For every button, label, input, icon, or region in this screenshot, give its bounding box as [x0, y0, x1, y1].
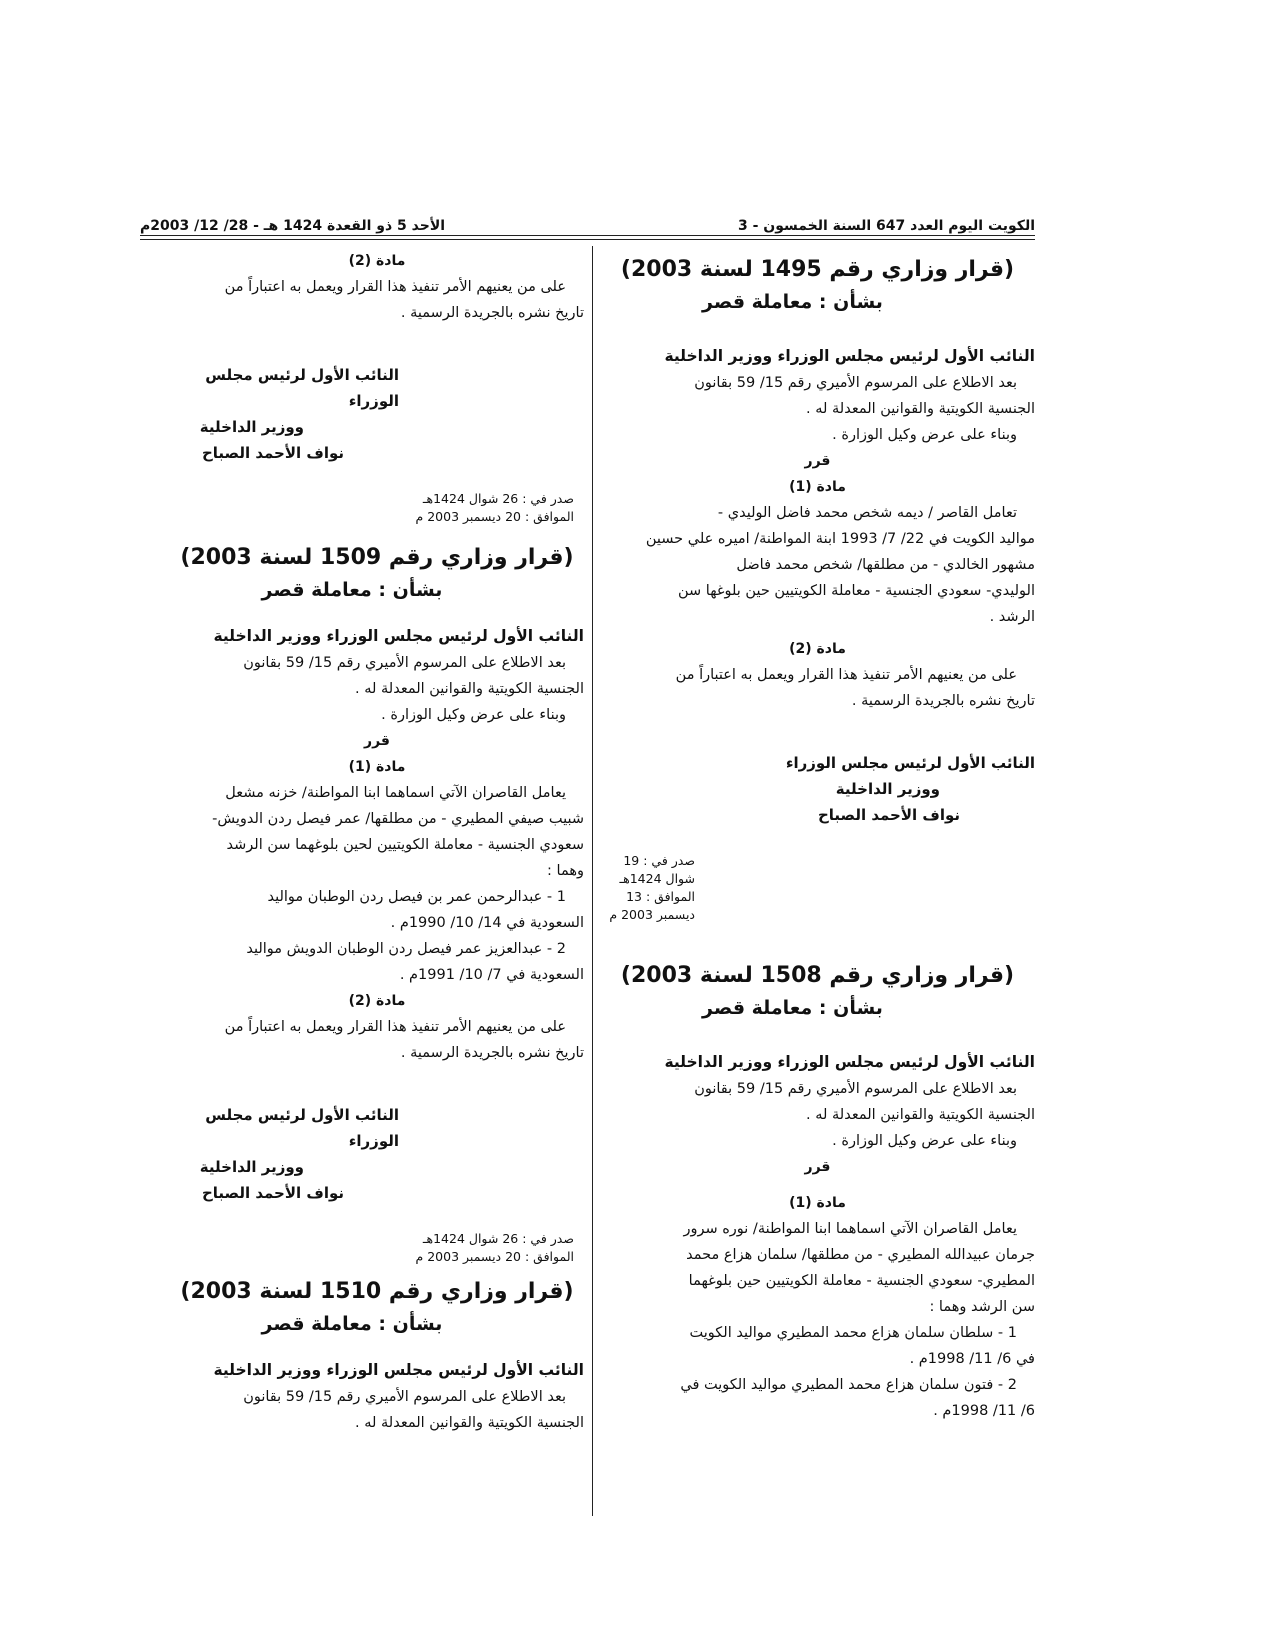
preamble-line: الجنسية الكويتية والقوانين المعدلة له .: [806, 1107, 1035, 1123]
article-line: على من يعنيهم الأمر تنفيذ هذا القرار ويعمل به اعتباراً من: [224, 1019, 566, 1035]
article-line: 2 - فتون سلمان هزاع محمد المطيري مواليد الكويت في: [680, 1377, 1017, 1393]
header-issue-info: الكويت اليوم العدد 647 السنة الخمسون - 3: [737, 218, 1035, 234]
signature-title: النائب الأول لرئيس مجلس الوزراء: [785, 754, 1035, 772]
decision-1509-subject: بشأن : معاملة قصر: [261, 579, 443, 601]
signature-ministry: ووزير الداخلية: [199, 418, 304, 436]
header-rule-thin: [140, 239, 1035, 240]
preamble-line: الجنسية الكويتية والقوانين المعدلة له .: [355, 681, 584, 697]
article-1-heading: مادة (1): [789, 479, 846, 495]
article-line: يعامل القاصران الآتي اسماهما ابنا المواطنة/ خزنه مشعل: [225, 785, 566, 801]
article-line: تاريخ نشره بالجريدة الرسمية .: [851, 693, 1035, 709]
header-rule: [140, 235, 1035, 236]
right-column: [600, 248, 1035, 1424]
decision-1508-subject: بشأن : معاملة قصر: [702, 997, 883, 1019]
preamble-line: بعد الاطلاع على المرسوم الأميري رقم 15/ 59 بقانون: [694, 1081, 1017, 1097]
issued-date: صدر في : 26 شوال 1424هـ: [422, 491, 574, 506]
decision-1510-title: (قرار وزاري رقم 1510 لسنة 2003): [180, 1279, 574, 1304]
signature-title: النائب الأول لرئيس مجلس الوزراء: [205, 366, 399, 410]
decided-heading: قرر: [804, 453, 831, 469]
corresponding-date: الموافق : 13 ديسمبر 2003 م: [609, 889, 695, 922]
corresponding-date: الموافق : 20 ديسمبر 2003 م: [415, 509, 574, 524]
article-2-heading: مادة (2): [789, 641, 846, 657]
article-line: الوليدي- سعودي الجنسية - معاملة الكويتيين حين بلوغها سن: [678, 583, 1035, 599]
article-line: 1 - سلطان سلمان هزاع محمد المطيري مواليد الكويت: [689, 1325, 1017, 1341]
header-date: الأحد 5 ذو القعدة 1424 هـ - 28/ 12/ 2003م: [140, 218, 446, 234]
article-line: 1 - عبدالرحمن عمر بن فيصل ردن الوطبان مواليد: [267, 889, 566, 905]
corresponding-date: الموافق : 20 ديسمبر 2003 م: [415, 1249, 574, 1264]
article-line: وهما :: [547, 863, 584, 879]
decision-1508-title: (قرار وزاري رقم 1508 لسنة 2003): [620, 963, 1015, 988]
article-line: 6/ 11/ 1998م .: [933, 1403, 1035, 1419]
article-line: يعامل القاصران الآتي اسماهما ابنا المواطنة/ نوره سرور: [683, 1221, 1017, 1237]
article-line: تاريخ نشره بالجريدة الرسمية .: [400, 1045, 584, 1061]
article-1-heading: مادة (1): [348, 759, 406, 775]
article-line: تاريخ نشره بالجريدة الرسمية .: [400, 305, 584, 321]
signature-ministry: ووزير الداخلية: [835, 780, 940, 798]
decided-heading: قرر: [364, 733, 390, 749]
signature-name: نواف الأحمد الصباح: [201, 1184, 344, 1202]
decided-heading: قرر: [804, 1159, 831, 1175]
preamble-line: بعد الاطلاع على المرسوم الأميري رقم 15/ 59 بقانون: [694, 375, 1017, 391]
article-line: 2 - عبدالعزيز عمر فيصل ردن الوطبان الدويش مواليد: [246, 941, 566, 957]
decision-1509-issuer: النائب الأول لرئيس مجلس الوزراء ووزير الداخلية: [213, 627, 584, 645]
decision-1510-subject: بشأن : معاملة قصر: [261, 1313, 443, 1335]
article-2-heading: مادة (2): [348, 993, 406, 1009]
issued-date: صدر في : 19 شوال 1424هـ: [619, 853, 695, 886]
article-line: تعامل القاصر / ديمه شخص محمد فاضل الوليدي -: [717, 505, 1017, 521]
issued-date: صدر في : 26 شوال 1424هـ: [422, 1231, 574, 1246]
signature-title: النائب الأول لرئيس مجلس الوزراء: [205, 1106, 399, 1150]
signature-name: نواف الأحمد الصباح: [201, 444, 344, 462]
preamble-line: وبناء على عرض وكيل الوزارة .: [832, 427, 1017, 443]
preamble-line: وبناء على عرض وكيل الوزارة .: [381, 707, 566, 723]
article-line: مواليد الكويت في 22/ 7/ 1993 ابنة المواطنة/ اميره علي حسين: [645, 531, 1035, 547]
preamble-line: الجنسية الكويتية والقوانين المعدلة له .: [806, 401, 1035, 417]
page-header: [140, 208, 1035, 234]
preamble-line: الجنسية الكويتية والقوانين المعدلة له .: [355, 1415, 584, 1431]
decision-1509-title: (قرار وزاري رقم 1509 لسنة 2003): [180, 545, 574, 570]
decision-1495-title: (قرار وزاري رقم 1495 لسنة 2003): [620, 257, 1015, 282]
decision-1508-issuer: النائب الأول لرئيس مجلس الوزراء ووزير الداخلية: [664, 1053, 1035, 1071]
column-divider: [592, 246, 593, 1516]
article-line: السعودية في 7/ 10/ 1991م .: [399, 967, 584, 983]
article-line: سعودي الجنسية - معاملة الكويتيين لحين بلوغهما سن الرشد: [226, 837, 584, 853]
left-column: [170, 248, 584, 1436]
article-line: سن الرشد وهما :: [929, 1299, 1035, 1315]
signature-ministry: ووزير الداخلية: [199, 1158, 304, 1176]
article-line: مشهور الخالدي - من مطلقها/ شخص محمد فاضل: [736, 557, 1035, 573]
decision-1495-subject: بشأن : معاملة قصر: [702, 291, 883, 313]
decision-1495-issuer: النائب الأول لرئيس مجلس الوزراء ووزير الداخلية: [664, 347, 1035, 365]
article-1-heading: مادة (1): [789, 1195, 846, 1211]
article-line: جرمان عبيدالله المطيري - من مطلقها/ سلمان هزاع محمد: [686, 1247, 1035, 1263]
preamble-line: بعد الاطلاع على المرسوم الأميري رقم 15/ 59 بقانون: [243, 1389, 566, 1405]
preamble-line: بعد الاطلاع على المرسوم الأميري رقم 15/ 59 بقانون: [243, 655, 566, 671]
article-line: على من يعنيهم الأمر تنفيذ هذا القرار ويعمل به اعتباراً من: [224, 279, 566, 295]
decision-1510-issuer: النائب الأول لرئيس مجلس الوزراء ووزير الداخلية: [213, 1361, 584, 1379]
article-line: الرشد .: [989, 609, 1035, 625]
signature-name: نواف الأحمد الصباح: [817, 806, 960, 824]
article-line: على من يعنيهم الأمر تنفيذ هذا القرار ويعمل به اعتباراً من: [675, 667, 1017, 683]
preamble-line: وبناء على عرض وكيل الوزارة .: [832, 1133, 1017, 1149]
article-line: السعودية في 14/ 10/ 1990م .: [390, 915, 584, 931]
article-line: شبيب صيفي المطيري - من مطلقها/ عمر فيصل ردن الدويش-: [212, 811, 584, 827]
article-line: في 6/ 11/ 1998م .: [909, 1351, 1035, 1367]
article-2-heading: مادة (2): [348, 253, 406, 269]
article-line: المطيري- سعودي الجنسية - معاملة الكويتيين حين بلوغهما: [688, 1273, 1035, 1289]
